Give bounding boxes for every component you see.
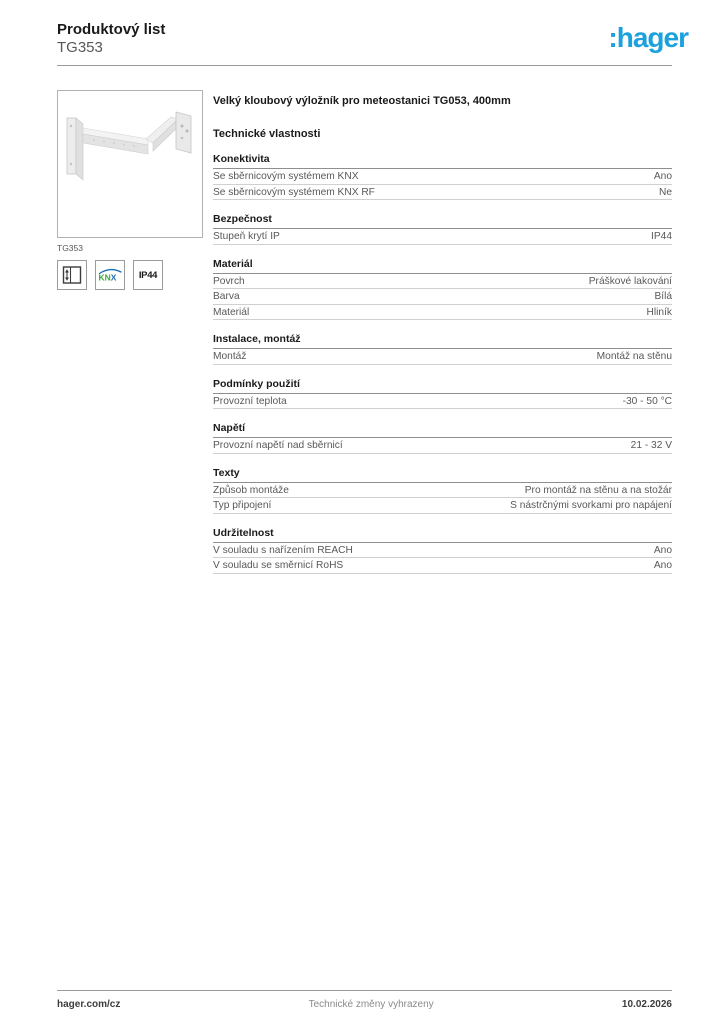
table-row (213, 498, 672, 514)
row-label: Se sběrnicovým systémem KNX RF (213, 186, 375, 198)
section-instalace (213, 333, 672, 365)
row-label: Způsob montáže (213, 484, 289, 496)
row-value: Ano (653, 560, 672, 571)
knx-text-x: X (110, 272, 117, 283)
knx-logo (95, 260, 125, 290)
header (57, 21, 165, 57)
doc-type-title: Produktový list (57, 21, 166, 38)
row-label: Montáž (213, 351, 247, 362)
row-value: Práškové lakování (588, 275, 672, 287)
row-value: IP44 (651, 231, 672, 242)
table-row (213, 543, 672, 559)
section-udrzitelnost (213, 527, 672, 574)
table-row (213, 438, 672, 454)
row-value: Ano (653, 171, 672, 182)
certification-badges (57, 260, 163, 290)
hager-logo: :hager (608, 22, 688, 53)
table-row (213, 305, 672, 321)
section-bezpecnost (213, 213, 672, 245)
row-value: 21 - 32 V (630, 440, 672, 451)
section-title: Instalace, montáž (213, 333, 672, 349)
product-title: Velký kloubový výložník pro meteostanici TG053, 400mm (213, 95, 511, 107)
section-title: Podmínky použití (213, 378, 672, 394)
ip-rating-badge (133, 260, 163, 290)
row-value: Ano (653, 544, 672, 556)
row-value: Montáž na stěnu (596, 351, 672, 362)
section-podminky (213, 378, 672, 410)
row-value: Hliník (646, 306, 672, 318)
section-title: Materiál (213, 258, 672, 274)
row-value: -30 - 50 °C (622, 395, 672, 407)
footer-divider (57, 990, 672, 991)
row-label: Barva (213, 291, 240, 302)
spec-column (213, 90, 672, 574)
row-value: Ne (658, 186, 672, 198)
ip-rating-label: IP44 (138, 269, 158, 281)
svg-text:KNX (99, 273, 117, 283)
footer-website: hager.com/cz (57, 999, 121, 1010)
table-row (213, 229, 672, 245)
row-label: Materiál (213, 306, 250, 318)
section-title: Napětí (213, 422, 672, 438)
section-konektivita (213, 153, 672, 200)
product-image (57, 90, 203, 238)
row-value: Bílá (654, 291, 672, 302)
table-row (213, 274, 672, 290)
footer (57, 999, 672, 1010)
bracket-product-photo (58, 91, 202, 237)
row-label: Povrch (213, 275, 245, 287)
table-row (213, 394, 672, 410)
section-title: Texty (213, 467, 672, 483)
section-title: Bezpečnost (213, 213, 672, 229)
row-label: V souladu se směrnicí RoHS (213, 560, 344, 571)
row-value: Pro montáž na stěnu a na stožár (524, 484, 672, 496)
table-row (213, 169, 672, 185)
footer-disclaimer: Technické změny vyhrazeny (308, 999, 434, 1010)
surface-mount-icon (57, 260, 87, 290)
row-label: Provozní napětí nad sběrnicí (213, 440, 343, 451)
table-row (213, 558, 672, 574)
section-napeti (213, 422, 672, 454)
row-label: Provozní teplota (213, 395, 287, 407)
section-material (213, 258, 672, 321)
table-row (213, 349, 672, 365)
row-label: Se sběrnicovým systémem KNX (213, 171, 359, 182)
row-label: V souladu s nařízením REACH (213, 544, 353, 556)
section-texty (213, 467, 672, 514)
row-value: S nástrčnými svorkami pro napájení (510, 500, 672, 511)
header-product-code: TG353 (57, 39, 103, 56)
table-row (213, 185, 672, 201)
header-divider (57, 65, 672, 66)
product-image-caption: TG353 (57, 243, 83, 253)
footer-date: 10.02.2026 (621, 999, 672, 1010)
section-title: Konektivita (213, 153, 672, 169)
tech-properties-heading: Technické vlastnosti (213, 128, 321, 140)
table-row (213, 289, 672, 305)
knx-text-kn: KN (98, 272, 111, 283)
row-label: Stupeň krytí IP (213, 231, 280, 242)
row-label: Typ připojení (213, 500, 272, 511)
section-title: Udržitelnost (213, 527, 672, 543)
table-row (213, 483, 672, 499)
